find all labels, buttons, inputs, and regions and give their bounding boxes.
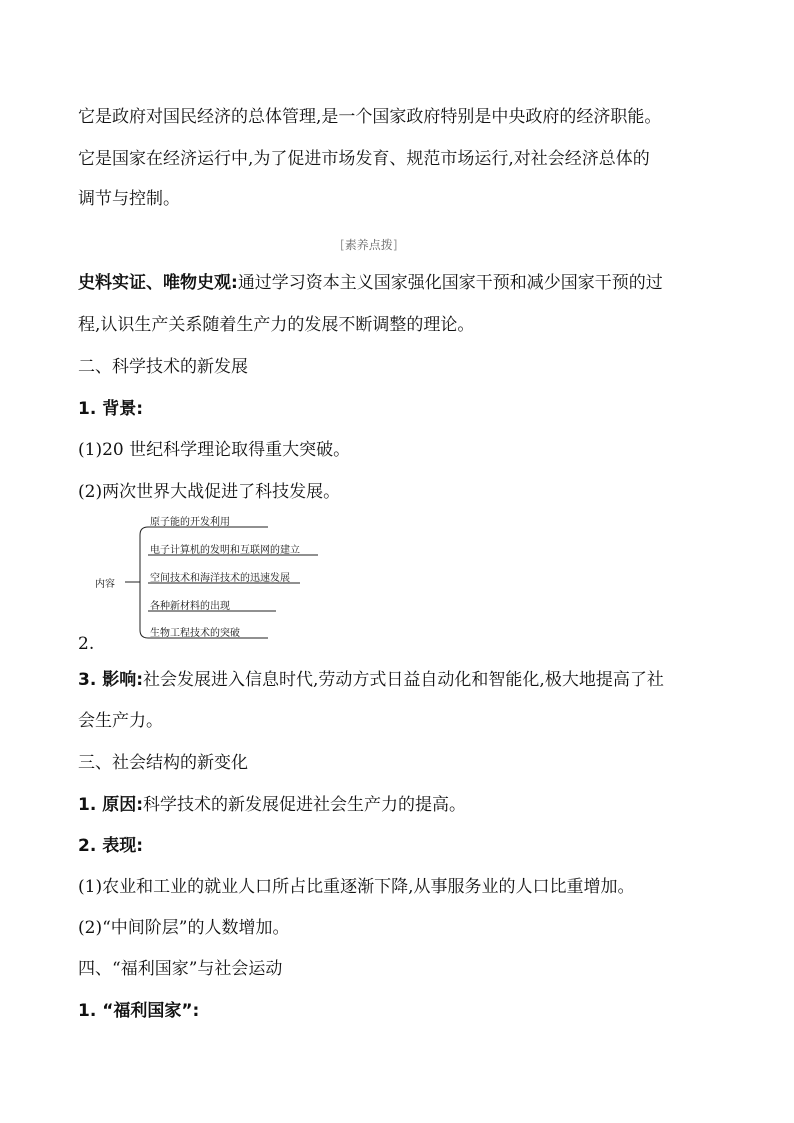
section-3-item-2-sub-1: (1)农业和工业的就业人口所占比重逐渐下降,从事服务业的人口比重增加。	[78, 877, 635, 897]
section-3-item-1	[78, 794, 466, 816]
section-2-item-3-text-a: 社会发展进入信息时代,劳动方式日益自动化和智能化,极大地提高了社	[143, 670, 664, 690]
section-3-item-1-label: 1. 原因:	[78, 795, 144, 815]
diagram-branch-3: 空间技术和海洋技术的迅速发展	[150, 573, 290, 584]
section-3-item-2-sub-2: (2)“中间阶层”的人数增加。	[78, 918, 290, 938]
section-2-heading: 二、科学技术的新发展	[78, 357, 248, 377]
section-4-item-1-label: 1. “福利国家”:	[78, 1001, 200, 1021]
diagram-branch-1: 原子能的开发利用	[150, 517, 230, 528]
section-2-item-3-line-2: 会生产力。	[78, 711, 163, 731]
paragraph-1: 它是政府对国民经济的总体管理,是一个国家政府特别是中央政府的经济职能。	[78, 107, 662, 127]
section-2-item-3-line-1	[78, 669, 664, 691]
diagram-branch-2: 电子计算机的发明和互联网的建立	[150, 545, 300, 556]
literacy-tip-line-2: 程,认识生产关系随着生产力的发展不断调整的理论。	[78, 315, 475, 335]
diagram-root-label: 内容	[95, 579, 115, 590]
section-3-item-1-text: 科学技术的新发展促进社会生产力的提高。	[143, 795, 467, 815]
literacy-tip-bold-lead: 史料实证、唯物史观:	[78, 273, 238, 293]
literacy-tip-label-text: 素养点拨	[344, 238, 393, 252]
section-2-item-3-label: 3. 影响:	[78, 670, 144, 690]
paragraph-2-line-2: 调节与控制。	[78, 189, 180, 209]
paragraph-2-line-1: 它是国家在经济运行中,为了促进市场发育、规范市场运行,对社会经济总体的	[78, 149, 650, 169]
section-4-heading: 四、“福利国家”与社会运动	[78, 959, 283, 979]
diagram-branch-5: 生物工程技术的突破	[150, 628, 240, 639]
section-3-item-2-label: 2. 表现:	[78, 836, 144, 856]
section-2-item-2-number: 2.	[78, 634, 95, 654]
section-3-heading: 三、社会结构的新变化	[78, 753, 248, 773]
section-2-item-1-label: 1. 背景:	[78, 399, 144, 419]
literacy-tip-text-a: 通过学习资本主义国家强化国家干预和减少国家干预的过	[237, 273, 663, 293]
diagram-bracket	[140, 527, 148, 638]
section-2-item-1-sub-2: (2)两次世界大战促进了科技发展。	[78, 482, 341, 502]
literacy-tip-label: [素养点拨]	[340, 238, 398, 252]
diagram-branch-4: 各种新材料的出现	[150, 601, 230, 612]
section-2-item-1-sub-1: (1)20 世纪科学理论取得重大突破。	[78, 440, 351, 460]
